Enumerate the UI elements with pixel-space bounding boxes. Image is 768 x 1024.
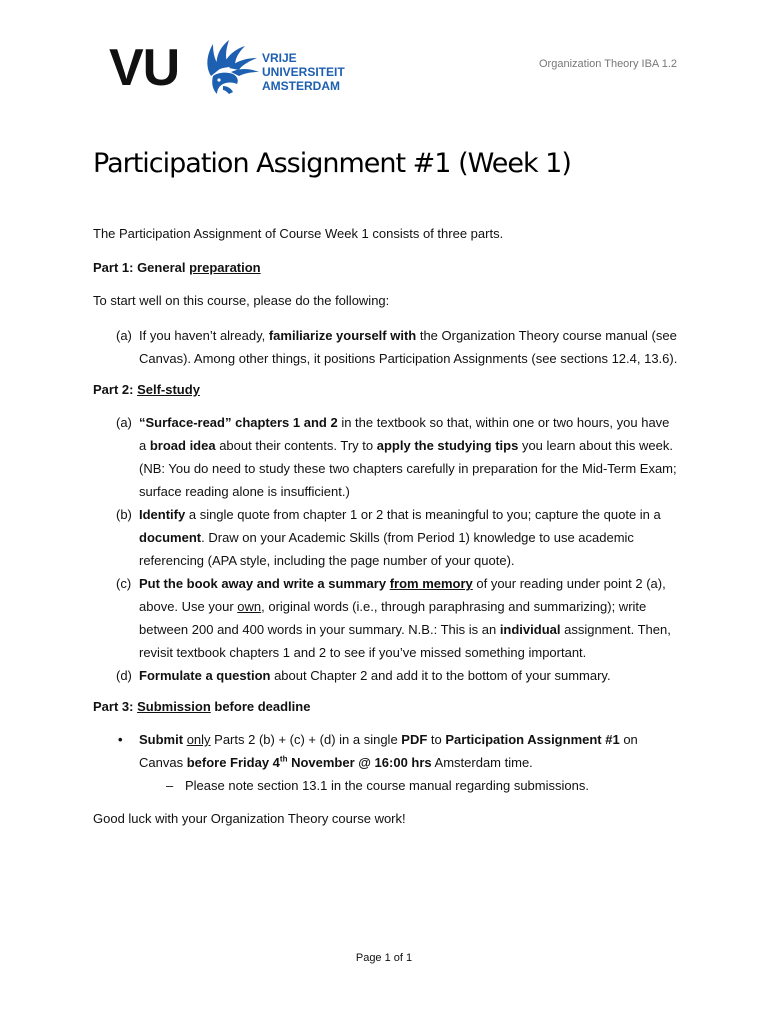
part2-heading: Part 2: Self-study <box>93 382 200 397</box>
intro-text: The Participation Assignment of Course Week 1 consists of three parts. <box>93 226 504 241</box>
dash-icon: – <box>166 778 174 793</box>
closing-text: Good luck with your Organization Theory course work! <box>93 811 406 826</box>
part1-heading: Part 1: General preparation <box>93 260 261 275</box>
list-item: (b) Identify a single quote from chapter 1 or 2 that is meaningful to you; capture the quote in a document. Draw on your Academic Skills (from Period 1) knowledge to use academic referencing (APA style, including the page number of your quote). <box>93 503 678 572</box>
logo-line-2: UNIVERSITEIT <box>262 65 345 79</box>
part3-list <box>93 728 678 797</box>
part2-list <box>93 411 678 687</box>
item-label: (a) <box>116 328 132 343</box>
list-item: (d) Formulate a question about Chapter 2 and add it to the bottom of your summary. <box>93 664 678 687</box>
griffin-icon <box>201 36 265 100</box>
logo-line-1: VRIJE <box>262 51 297 65</box>
list-item: (a) “Surface-read” chapters 1 and 2 in the textbook so that, within one or two hours, you have a broad idea about their contents. Try to apply the studying tips you learn about this week. (NB: You do need to study these two chapters carefully in preparation for the Mid-Term Exam; surface reading alone is insufficient.) <box>93 411 678 503</box>
item-label: (c) <box>116 576 132 591</box>
bullet-icon: • <box>118 732 123 747</box>
course-header: Organization Theory IBA 1.2 <box>539 58 677 70</box>
item-label: (b) <box>116 507 132 522</box>
part1-list <box>93 324 678 370</box>
part1-lead: To start well on this course, please do the following: <box>93 293 390 308</box>
list-item: • Submit only Parts 2 (b) + (c) + (d) in a single PDF to Participation Assignment #1 on Canvas before Friday 4th November @ 16:00 hrs Amsterdam time. <box>93 728 678 774</box>
part3-heading: Part 3: Submission before deadline <box>93 699 311 714</box>
page-number: Page 1 of 1 <box>355 952 413 964</box>
list-item: (c) Put the book away and write a summary from memory of your reading under point 2 (a), above. Use your own, original words (i.e., through paraphrasing and summarizing); write between 200 and 400 words in your summary. N.B.: This is an individual assignment. Then, revisit textbook chapters 1 and 2 to see if you’ve missed something important. <box>93 572 678 664</box>
sub-list-item: – Please note section 13.1 in the course manual regarding submissions. <box>93 774 678 797</box>
assignment-body <box>93 222 678 842</box>
logo-line-3: AMSTERDAM <box>262 79 340 93</box>
logo-wordmark <box>262 51 345 93</box>
item-label: (a) <box>116 415 132 430</box>
page-title: Participation Assignment #1 (Week 1) <box>93 148 571 179</box>
logo-vu-text: VU <box>109 39 180 97</box>
item-label: (d) <box>116 668 132 683</box>
list-item: (a) If you haven’t already, familiarize yourself with the Organization Theory course manual (see Canvas). Among other things, it positions Participation Assignments (see sections 12.4, 13.6). <box>93 324 678 370</box>
